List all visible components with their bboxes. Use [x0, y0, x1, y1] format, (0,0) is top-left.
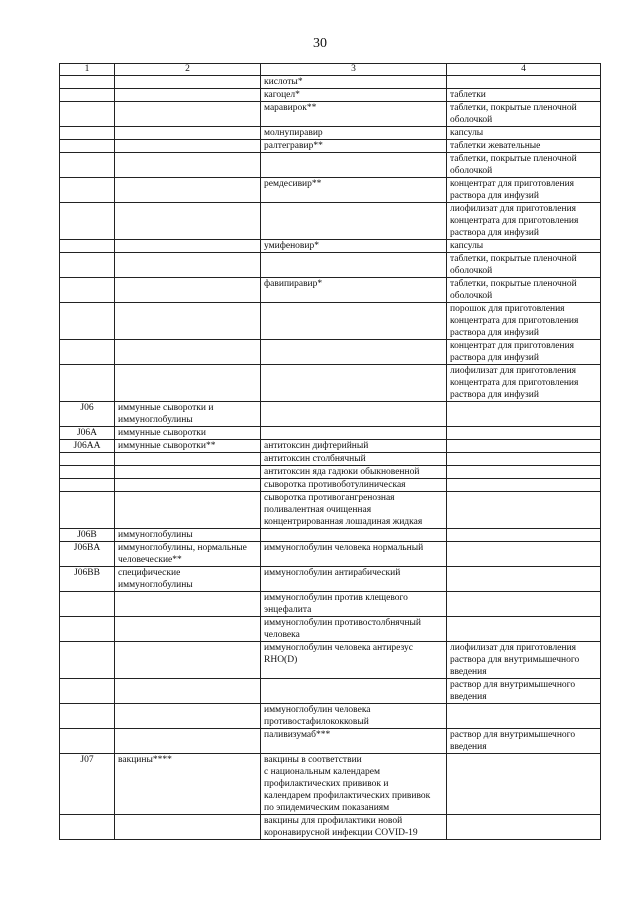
cell-c3: ралтегравир** [261, 140, 447, 153]
cell-c3 [261, 303, 447, 340]
cell-c2: иммунные сыворотки и иммуноглобулины [115, 402, 261, 427]
table-row [60, 492, 601, 529]
cell-c4: лиофилизат для приготовления концентрата для приготовления раствора для инфузий [447, 365, 601, 402]
cell-c1: J06 [60, 402, 115, 427]
cell-c2 [115, 617, 261, 642]
cell-c1: J06AA [60, 440, 115, 453]
table-row [60, 253, 601, 278]
cell-c1 [60, 704, 115, 729]
table-row [60, 240, 601, 253]
cell-c1 [60, 102, 115, 127]
table-row [60, 303, 601, 340]
table-row [60, 76, 601, 89]
table-row [60, 89, 601, 102]
table-row [60, 642, 601, 679]
page-number: 30 [313, 36, 327, 51]
cell-c2 [115, 140, 261, 153]
cell-c1 [60, 365, 115, 402]
cell-c2 [115, 492, 261, 529]
cell-c3: иммуноглобулин противостолбнячный человека [261, 617, 447, 642]
cell-c2 [115, 592, 261, 617]
cell-c4: таблетки жевательные [447, 140, 601, 153]
cell-c4 [447, 492, 601, 529]
cell-c4: порошок для приготовления концентрата для приготовления раствора для инфузий [447, 303, 601, 340]
cell-c1 [60, 466, 115, 479]
cell-c2 [115, 466, 261, 479]
cell-c4 [447, 567, 601, 592]
cell-c4 [447, 617, 601, 642]
cell-c3 [261, 402, 447, 427]
cell-c2 [115, 203, 261, 240]
cell-c1 [60, 303, 115, 340]
table-row [60, 440, 601, 453]
cell-c3 [261, 679, 447, 704]
cell-c2: иммуноглобулины [115, 529, 261, 542]
cell-c2 [115, 453, 261, 466]
cell-c4 [447, 453, 601, 466]
cell-c2 [115, 240, 261, 253]
cell-c1 [60, 729, 115, 754]
cell-c1 [60, 815, 115, 840]
table-row [60, 178, 601, 203]
cell-c3: фавипиравир* [261, 278, 447, 303]
table-row [60, 815, 601, 840]
cell-c3: антитоксин яда гадюки обыкновенной [261, 466, 447, 479]
cell-c1: J06A [60, 427, 115, 440]
cell-c4 [447, 754, 601, 815]
cell-c3 [261, 340, 447, 365]
cell-c1: J06B [60, 529, 115, 542]
table-row [60, 729, 601, 754]
cell-c2 [115, 102, 261, 127]
cell-c2 [115, 127, 261, 140]
cell-c3: кагоцел* [261, 89, 447, 102]
cell-c2: вакцины**** [115, 754, 261, 815]
cell-c3: кислоты* [261, 76, 447, 89]
table-row [60, 140, 601, 153]
table-row [60, 529, 601, 542]
cell-c3: иммуноглобулин человека антирезус RHO(D) [261, 642, 447, 679]
table-body [60, 64, 601, 840]
cell-c2 [115, 704, 261, 729]
table-row [60, 479, 601, 492]
cell-c3 [261, 365, 447, 402]
cell-c1 [60, 240, 115, 253]
cell-c2 [115, 76, 261, 89]
cell-c3: иммуноглобулин человека противостафилококковый [261, 704, 447, 729]
cell-c1 [60, 592, 115, 617]
cell-c3: вакцины в соответствии с национальным календарем профилактических прививок и календарем профилактических прививок по эпидемическим показаниям [261, 754, 447, 815]
cell-c4 [447, 427, 601, 440]
header-cell: 3 [261, 64, 447, 76]
cell-c3: молнупиравир [261, 127, 447, 140]
cell-c1 [60, 617, 115, 642]
cell-c3: ремдесивир** [261, 178, 447, 203]
table-row [60, 127, 601, 140]
table-row [60, 365, 601, 402]
cell-c3: иммуноглобулин против клещевого энцефалита [261, 592, 447, 617]
cell-c2 [115, 815, 261, 840]
cell-c3 [261, 203, 447, 240]
cell-c4 [447, 704, 601, 729]
cell-c3: вакцины для профилактики новой коронавирусной инфекции COVID-19 [261, 815, 447, 840]
cell-c2: иммунные сыворотки** [115, 440, 261, 453]
cell-c2 [115, 729, 261, 754]
cell-c2 [115, 153, 261, 178]
cell-c1: J06BA [60, 542, 115, 567]
cell-c4: раствор для внутримышечного введения [447, 679, 601, 704]
cell-c4: капсулы [447, 127, 601, 140]
cell-c4: лиофилизат для приготовления концентрата для приготовления раствора для инфузий [447, 203, 601, 240]
cell-c2 [115, 89, 261, 102]
cell-c4 [447, 76, 601, 89]
cell-c2 [115, 278, 261, 303]
cell-c1: J07 [60, 754, 115, 815]
cell-c4: лиофилизат для приготовления раствора для внутримышечного введения [447, 642, 601, 679]
cell-c1 [60, 253, 115, 278]
cell-c4: раствор для внутримышечного введения [447, 729, 601, 754]
cell-c2 [115, 303, 261, 340]
cell-c3: сыворотка противоботулиническая [261, 479, 447, 492]
table-row [60, 102, 601, 127]
cell-c1 [60, 642, 115, 679]
cell-c4: таблетки, покрытые пленочной оболочкой [447, 278, 601, 303]
drug-table [59, 63, 601, 840]
cell-c4: концентрат для приготовления раствора для инфузий [447, 340, 601, 365]
cell-c4 [447, 466, 601, 479]
cell-c1 [60, 203, 115, 240]
cell-c3 [261, 427, 447, 440]
cell-c1: J06BB [60, 567, 115, 592]
table-row [60, 466, 601, 479]
cell-c4: таблетки [447, 89, 601, 102]
cell-c4 [447, 529, 601, 542]
table-row [60, 402, 601, 427]
cell-c3: иммуноглобулин антирабический [261, 567, 447, 592]
cell-c2 [115, 178, 261, 203]
cell-c1 [60, 278, 115, 303]
table-row [60, 754, 601, 815]
table-row [60, 153, 601, 178]
cell-c4: таблетки, покрытые пленочной оболочкой [447, 102, 601, 127]
cell-c1 [60, 89, 115, 102]
table-row [60, 340, 601, 365]
table-row [60, 427, 601, 440]
cell-c2 [115, 340, 261, 365]
header-cell: 2 [115, 64, 261, 76]
cell-c4 [447, 402, 601, 427]
table-header-row [60, 64, 601, 76]
cell-c3: антитоксин дифтерийный [261, 440, 447, 453]
cell-c4 [447, 592, 601, 617]
cell-c1 [60, 479, 115, 492]
cell-c4 [447, 479, 601, 492]
cell-c4 [447, 440, 601, 453]
table-row [60, 592, 601, 617]
cell-c3 [261, 153, 447, 178]
cell-c1 [60, 340, 115, 365]
table-row [60, 704, 601, 729]
cell-c1 [60, 679, 115, 704]
cell-c2: специфические иммуноглобулины [115, 567, 261, 592]
cell-c2 [115, 365, 261, 402]
cell-c2: иммуноглобулины, нормальные человеческие** [115, 542, 261, 567]
cell-c3: антитоксин столбнячный [261, 453, 447, 466]
cell-c4: концентрат для приготовления раствора для инфузий [447, 178, 601, 203]
cell-c3: иммуноглобулин человека нормальный [261, 542, 447, 567]
cell-c4: таблетки, покрытые пленочной оболочкой [447, 153, 601, 178]
cell-c4: таблетки, покрытые пленочной оболочкой [447, 253, 601, 278]
cell-c2 [115, 479, 261, 492]
cell-c4: капсулы [447, 240, 601, 253]
cell-c3: сыворотка противогангренозная поливалентная очищенная концентрированная лошадиная жидкая [261, 492, 447, 529]
table-row [60, 453, 601, 466]
cell-c1 [60, 153, 115, 178]
cell-c1 [60, 178, 115, 203]
cell-c1 [60, 127, 115, 140]
cell-c2 [115, 642, 261, 679]
header-cell: 1 [60, 64, 115, 76]
cell-c2: иммунные сыворотки [115, 427, 261, 440]
table-row [60, 567, 601, 592]
table-row [60, 679, 601, 704]
cell-c2 [115, 679, 261, 704]
cell-c3 [261, 529, 447, 542]
cell-c3: паливизумаб*** [261, 729, 447, 754]
table-row [60, 542, 601, 567]
cell-c1 [60, 453, 115, 466]
cell-c2 [115, 253, 261, 278]
table-row [60, 203, 601, 240]
table-row [60, 278, 601, 303]
cell-c1 [60, 76, 115, 89]
header-cell: 4 [447, 64, 601, 76]
cell-c1 [60, 140, 115, 153]
cell-c3: умифеновир* [261, 240, 447, 253]
cell-c3 [261, 253, 447, 278]
cell-c4 [447, 542, 601, 567]
table-row [60, 617, 601, 642]
cell-c1 [60, 492, 115, 529]
cell-c4 [447, 815, 601, 840]
cell-c3: маравирок** [261, 102, 447, 127]
